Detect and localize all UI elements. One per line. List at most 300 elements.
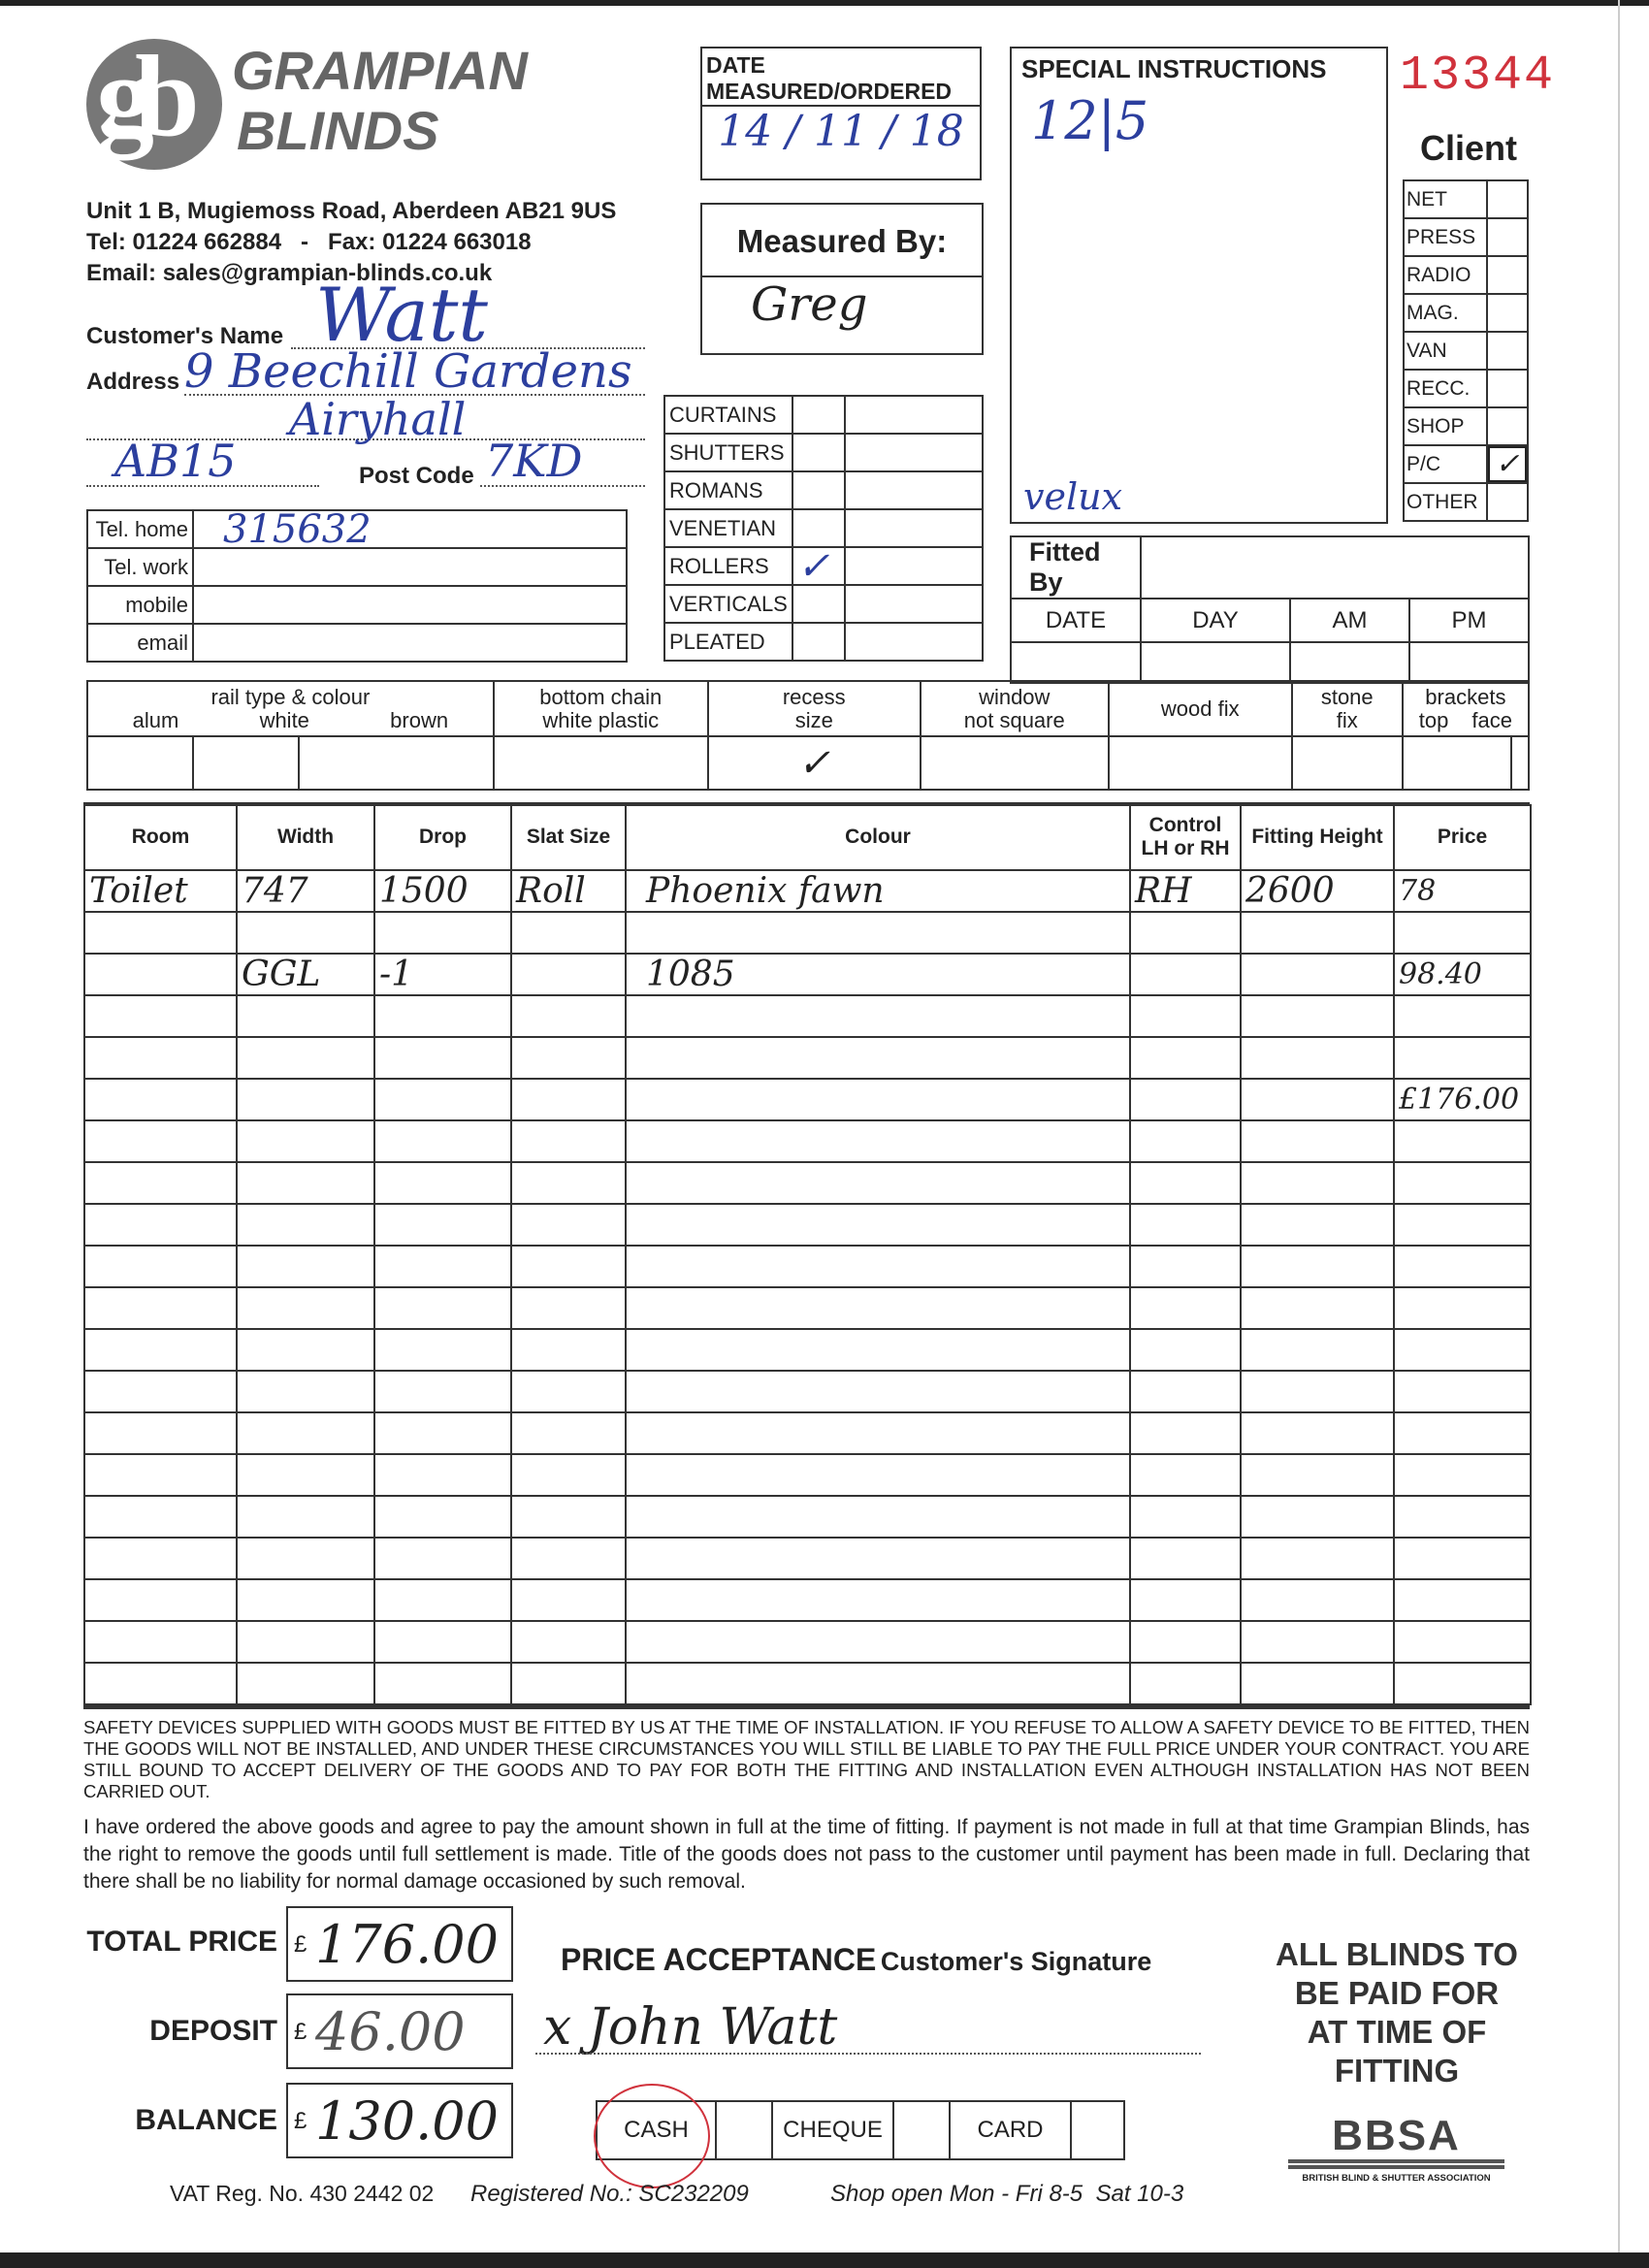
table-cell[interactable] xyxy=(374,1120,511,1162)
blind-type-check[interactable] xyxy=(792,509,845,547)
white-plastic-label: white plastic xyxy=(542,707,660,732)
table-cell[interactable] xyxy=(1130,995,1241,1037)
mobile-label: mobile xyxy=(87,586,193,624)
rail-type-label: rail type & colour xyxy=(210,684,371,709)
table-cell[interactable]: 1085 xyxy=(626,954,1130,995)
fitted-by-table xyxy=(1010,535,1530,684)
table-cell[interactable] xyxy=(626,1496,1130,1538)
table-cell[interactable] xyxy=(1130,954,1241,995)
table-row xyxy=(84,912,1531,954)
table-cell[interactable] xyxy=(626,1204,1130,1246)
fitted-day-header: DAY xyxy=(1141,599,1290,642)
bbsa-logo-text: BBSA xyxy=(1332,2112,1461,2159)
table-cell[interactable] xyxy=(1241,1120,1394,1162)
table-cell[interactable] xyxy=(1130,1162,1241,1204)
client-option-check[interactable]: ✓ xyxy=(1487,445,1528,483)
table-row xyxy=(84,1204,1531,1246)
address-label: Address xyxy=(86,369,180,395)
table-cell[interactable] xyxy=(1241,1287,1394,1329)
blind-type-check[interactable] xyxy=(792,585,845,623)
brown-label: brown xyxy=(390,707,449,732)
blind-type-check[interactable] xyxy=(792,471,845,509)
fitted-date-header: DATE xyxy=(1011,599,1141,642)
date-value: 14 / 11 / 18 xyxy=(718,107,964,156)
table-cell[interactable] xyxy=(237,912,374,954)
payment-card[interactable]: CARD xyxy=(950,2101,1071,2159)
table-row xyxy=(84,1663,1531,1704)
table-cell[interactable] xyxy=(511,1204,626,1246)
table-cell[interactable] xyxy=(374,1412,511,1454)
table-cell[interactable] xyxy=(1394,1120,1531,1162)
table-cell[interactable] xyxy=(237,1204,374,1246)
table-cell[interactable] xyxy=(84,995,237,1037)
table-cell[interactable] xyxy=(1394,1412,1531,1454)
deposit-box[interactable] xyxy=(286,1993,513,2069)
table-cell[interactable] xyxy=(1241,1496,1394,1538)
table-cell[interactable] xyxy=(626,995,1130,1037)
price-acceptance xyxy=(561,1942,1151,1978)
table-cell[interactable] xyxy=(237,1454,374,1496)
table-cell[interactable] xyxy=(84,1663,237,1704)
table-cell[interactable] xyxy=(626,1120,1130,1162)
table-cell[interactable]: RH xyxy=(1130,870,1241,912)
email-value[interactable] xyxy=(193,624,627,662)
vat-number: VAT Reg. No. 430 2442 02 xyxy=(170,2181,435,2206)
table-cell[interactable] xyxy=(84,1621,237,1663)
table-cell[interactable] xyxy=(626,1579,1130,1621)
table-row xyxy=(84,1079,1531,1120)
table-cell[interactable]: 1500 xyxy=(374,870,511,912)
table-cell[interactable]: 747 xyxy=(237,870,374,912)
table-cell[interactable] xyxy=(374,1454,511,1496)
table-cell[interactable] xyxy=(374,1246,511,1287)
table-cell[interactable] xyxy=(84,1454,237,1496)
blind-type-check[interactable] xyxy=(792,434,845,471)
table-cell[interactable] xyxy=(84,1371,237,1412)
table-cell[interactable] xyxy=(374,1663,511,1704)
blind-type-notes[interactable] xyxy=(845,509,983,547)
table-cell[interactable] xyxy=(237,1371,374,1412)
table-cell[interactable] xyxy=(374,995,511,1037)
table-cell[interactable] xyxy=(237,1120,374,1162)
table-cell[interactable] xyxy=(1130,1663,1241,1704)
table-cell[interactable] xyxy=(374,1162,511,1204)
client-option-row xyxy=(1404,218,1528,256)
table-row xyxy=(84,1037,1531,1079)
notice-line-3: AT TIME OF xyxy=(1307,2014,1487,2050)
client-option-check[interactable] xyxy=(1487,294,1528,332)
table-cell[interactable] xyxy=(626,1454,1130,1496)
table-cell[interactable] xyxy=(1130,1496,1241,1538)
payment-card-check[interactable] xyxy=(1071,2101,1124,2159)
table-cell[interactable]: Toilet xyxy=(84,870,237,912)
table-cell[interactable] xyxy=(1394,1371,1531,1412)
table-cell[interactable] xyxy=(237,995,374,1037)
total-price-value: 176.00 xyxy=(315,1914,499,1975)
alum-cell[interactable] xyxy=(87,736,193,790)
table-cell[interactable] xyxy=(84,1246,237,1287)
table-cell[interactable] xyxy=(1130,1120,1241,1162)
fitted-am-value[interactable] xyxy=(1290,642,1409,683)
bottom-chain-cell[interactable] xyxy=(494,736,708,790)
agreement-terms: I have ordered the above goods and agree to pay the amount shown in full at the time of fitting. If payment is not made in full at that time Grampian Blinds, has the right to remove the goods until full settlement is made. Title of the goods does not pass to the customer until payment has been made in full. Declaring that there shall be no liability for normal damage occasioned by such removal. xyxy=(83,1816,1530,1893)
tel-work-value[interactable] xyxy=(193,548,627,586)
white-cell[interactable] xyxy=(193,736,299,790)
table-cell[interactable] xyxy=(1130,1246,1241,1287)
table-row xyxy=(84,870,1531,912)
table-cell[interactable] xyxy=(1130,1037,1241,1079)
table-cell[interactable] xyxy=(1241,1663,1394,1704)
table-cell[interactable] xyxy=(1394,1246,1531,1287)
table-cell[interactable] xyxy=(1241,1162,1394,1204)
blind-type-check[interactable] xyxy=(792,623,845,661)
table-cell[interactable] xyxy=(511,1287,626,1329)
client-option-row xyxy=(1404,483,1528,521)
table-cell[interactable] xyxy=(1241,1079,1394,1120)
table-cell[interactable] xyxy=(84,1287,237,1329)
client-option-label: RECC. xyxy=(1404,370,1487,407)
table-cell[interactable] xyxy=(1130,1371,1241,1412)
wood-fix-label: wood fix xyxy=(1109,681,1292,736)
balance-box[interactable] xyxy=(286,2083,513,2158)
table-cell[interactable] xyxy=(1241,912,1394,954)
table-cell[interactable] xyxy=(237,1246,374,1287)
cash-circle-mark xyxy=(594,2084,710,2188)
column-header: Slat Size xyxy=(511,804,626,870)
blind-type-check[interactable] xyxy=(792,396,845,434)
table-cell[interactable] xyxy=(84,1120,237,1162)
customer-name-label: Customer's Name xyxy=(86,323,284,349)
table-cell[interactable] xyxy=(84,954,237,995)
table-cell[interactable] xyxy=(511,1246,626,1287)
table-cell[interactable] xyxy=(1130,1204,1241,1246)
table-cell[interactable] xyxy=(1241,1204,1394,1246)
table-cell[interactable] xyxy=(511,1663,626,1704)
table-cell[interactable] xyxy=(237,1663,374,1704)
table-row xyxy=(84,1538,1531,1579)
brackets-face-cell[interactable] xyxy=(1511,736,1529,790)
stone-fix-cell[interactable] xyxy=(1292,736,1403,790)
table-cell[interactable] xyxy=(626,912,1130,954)
table-cell[interactable] xyxy=(511,1412,626,1454)
notice-line-4: FITTING xyxy=(1334,2053,1460,2089)
table-cell[interactable]: -1 xyxy=(374,954,511,995)
table-cell[interactable]: 98.40 xyxy=(1394,954,1531,995)
table-cell[interactable] xyxy=(1130,1621,1241,1663)
table-cell[interactable] xyxy=(511,1579,626,1621)
brown-cell[interactable] xyxy=(299,736,494,790)
blind-type-notes[interactable] xyxy=(845,396,983,434)
blind-type-label: ROMANS xyxy=(664,471,792,509)
client-option-label: VAN xyxy=(1404,332,1487,370)
table-cell[interactable] xyxy=(374,1037,511,1079)
client-option-row xyxy=(1404,180,1528,218)
table-cell[interactable] xyxy=(1241,1412,1394,1454)
table-cell[interactable] xyxy=(1241,1454,1394,1496)
table-cell[interactable] xyxy=(374,1329,511,1371)
table-row xyxy=(84,1162,1531,1204)
table-cell[interactable] xyxy=(1241,1579,1394,1621)
tel-home-value: 315632 xyxy=(193,510,627,548)
scan-edge-right xyxy=(1618,0,1620,2268)
blind-type-notes[interactable] xyxy=(845,547,983,585)
client-option-check[interactable] xyxy=(1487,407,1528,445)
table-cell[interactable] xyxy=(1394,1037,1531,1079)
blind-type-row xyxy=(664,585,983,623)
table-cell[interactable] xyxy=(237,1287,374,1329)
table-cell[interactable] xyxy=(1394,1329,1531,1371)
blind-type-notes[interactable] xyxy=(845,434,983,471)
table-cell[interactable] xyxy=(1394,995,1531,1037)
client-option-check[interactable] xyxy=(1487,483,1528,521)
table-cell[interactable] xyxy=(626,1371,1130,1412)
table-cell[interactable] xyxy=(1241,1621,1394,1663)
table-bottom-rule xyxy=(83,1705,1530,1709)
table-cell[interactable] xyxy=(511,1120,626,1162)
table-cell[interactable] xyxy=(1241,1329,1394,1371)
brackets-top-cell[interactable] xyxy=(1403,736,1511,790)
measured-by-box xyxy=(700,203,984,355)
blind-type-notes[interactable] xyxy=(845,585,983,623)
stone-label: stone xyxy=(1320,684,1374,709)
table-cell[interactable] xyxy=(511,1496,626,1538)
fitted-date-value[interactable] xyxy=(1011,642,1141,683)
table-cell[interactable] xyxy=(1130,912,1241,954)
table-cell[interactable] xyxy=(511,912,626,954)
recess-size-cell[interactable]: ✓ xyxy=(708,736,921,790)
table-cell[interactable] xyxy=(626,1538,1130,1579)
table-cell[interactable] xyxy=(84,1079,237,1120)
phone-table xyxy=(86,506,628,663)
fitted-day-value[interactable] xyxy=(1141,642,1290,683)
client-option-row xyxy=(1404,294,1528,332)
table-cell[interactable] xyxy=(1130,1454,1241,1496)
face-label: face xyxy=(1471,707,1512,732)
table-cell[interactable] xyxy=(626,1412,1130,1454)
table-cell[interactable] xyxy=(374,1538,511,1579)
table-cell[interactable] xyxy=(1394,1454,1531,1496)
total-price-box[interactable] xyxy=(286,1906,513,1982)
table-cell[interactable] xyxy=(511,1621,626,1663)
client-option-row xyxy=(1404,332,1528,370)
table-cell[interactable] xyxy=(511,1454,626,1496)
postcode-label: Post Code xyxy=(359,463,474,489)
client-option-label: SHOP xyxy=(1404,407,1487,445)
client-option-check[interactable] xyxy=(1487,256,1528,294)
table-cell[interactable] xyxy=(1394,1579,1531,1621)
table-cell[interactable] xyxy=(1130,1412,1241,1454)
blind-type-check[interactable]: ✓ xyxy=(792,547,845,585)
table-cell[interactable] xyxy=(1130,1538,1241,1579)
fitted-pm-header: PM xyxy=(1409,599,1529,642)
table-cell[interactable] xyxy=(374,1496,511,1538)
shop-hours: Shop open Mon - Fri 8-5 Sat 10-3 xyxy=(830,2181,1184,2207)
address-line2-value: Airyhall xyxy=(289,393,467,445)
table-cell[interactable] xyxy=(1394,1663,1531,1704)
table-cell[interactable] xyxy=(511,1079,626,1120)
table-cell[interactable] xyxy=(237,1037,374,1079)
table-row xyxy=(84,1329,1531,1371)
fitted-by-value[interactable] xyxy=(1141,536,1529,599)
table-cell[interactable] xyxy=(84,1037,237,1079)
table-cell[interactable] xyxy=(626,1329,1130,1371)
logo-name-line2: BLINDS xyxy=(237,100,439,161)
table-cell[interactable]: £176.00 xyxy=(1394,1079,1531,1120)
table-cell[interactable] xyxy=(626,1246,1130,1287)
table-cell[interactable] xyxy=(1394,1496,1531,1538)
table-cell[interactable] xyxy=(1241,1246,1394,1287)
table-row xyxy=(84,1287,1531,1329)
table-cell[interactable] xyxy=(237,1538,374,1579)
client-option-row xyxy=(1404,256,1528,294)
table-cell[interactable]: 78 xyxy=(1394,870,1531,912)
bottom-chain-label: bottom chain xyxy=(539,684,663,709)
table-row xyxy=(84,1371,1531,1412)
tel-home-label: Tel. home xyxy=(87,510,193,548)
client-option-check[interactable] xyxy=(1487,218,1528,256)
alum-label: alum xyxy=(132,707,179,732)
table-cell[interactable] xyxy=(374,1287,511,1329)
table-cell[interactable] xyxy=(237,1412,374,1454)
table-row xyxy=(84,1412,1531,1454)
table-cell[interactable] xyxy=(374,1204,511,1246)
table-cell[interactable]: 2600 xyxy=(1241,870,1394,912)
mobile-value[interactable] xyxy=(193,586,627,624)
table-cell[interactable]: Phoenix fawn xyxy=(626,870,1130,912)
table-cell[interactable] xyxy=(237,1162,374,1204)
table-cell[interactable] xyxy=(511,1329,626,1371)
bbsa-logo xyxy=(1282,2112,1510,2184)
table-cell[interactable] xyxy=(626,1037,1130,1079)
table-cell[interactable] xyxy=(511,1162,626,1204)
column-header: Control LH or RH xyxy=(1130,804,1241,870)
table-cell[interactable]: GGL xyxy=(237,954,374,995)
table-cell[interactable] xyxy=(1394,1287,1531,1329)
table-cell[interactable] xyxy=(237,1329,374,1371)
fitted-pm-value[interactable] xyxy=(1409,642,1529,683)
table-cell[interactable] xyxy=(626,1162,1130,1204)
notice-line-1: ALL BLINDS TO xyxy=(1276,1936,1518,1972)
table-row xyxy=(84,1454,1531,1496)
date-label-line1: DATE xyxy=(706,52,765,78)
blind-type-label: ROLLERS xyxy=(664,547,792,585)
table-cell[interactable] xyxy=(1130,1287,1241,1329)
table-cell[interactable] xyxy=(237,1579,374,1621)
table-cell[interactable] xyxy=(237,1079,374,1120)
table-cell[interactable] xyxy=(84,1204,237,1246)
measured-by-label: Measured By: xyxy=(702,205,982,277)
table-cell[interactable] xyxy=(84,1162,237,1204)
client-option-check[interactable] xyxy=(1487,370,1528,407)
tel-work-label: Tel. work xyxy=(87,548,193,586)
date-measured-box xyxy=(700,47,982,180)
top-label: top xyxy=(1418,707,1449,732)
customer-signature: x John Watt xyxy=(543,1998,838,2057)
table-cell[interactable] xyxy=(1394,1538,1531,1579)
table-row xyxy=(84,1496,1531,1538)
payment-cheque[interactable]: CHEQUE xyxy=(772,2101,893,2159)
client-option-label: MAG. xyxy=(1404,294,1487,332)
table-cell[interactable] xyxy=(1130,1579,1241,1621)
blind-type-notes[interactable] xyxy=(845,471,983,509)
table-cell[interactable] xyxy=(374,912,511,954)
table-cell[interactable] xyxy=(1241,995,1394,1037)
deposit-currency: £ xyxy=(294,2019,307,2045)
fitted-by-label: Fitted By xyxy=(1011,536,1141,599)
blind-type-table xyxy=(663,395,984,662)
table-cell[interactable] xyxy=(1241,1371,1394,1412)
table-cell[interactable] xyxy=(1241,954,1394,995)
client-option-check[interactable] xyxy=(1487,332,1528,370)
client-option-label: RADIO xyxy=(1404,256,1487,294)
table-cell[interactable] xyxy=(374,1621,511,1663)
table-cell[interactable] xyxy=(237,1621,374,1663)
table-cell[interactable] xyxy=(511,995,626,1037)
table-cell[interactable] xyxy=(511,1538,626,1579)
table-cell[interactable] xyxy=(84,912,237,954)
payment-cheque-check[interactable] xyxy=(893,2101,950,2159)
table-cell[interactable] xyxy=(84,1579,237,1621)
table-cell[interactable] xyxy=(84,1496,237,1538)
payment-cash-check[interactable] xyxy=(716,2101,772,2159)
blind-type-notes[interactable] xyxy=(845,623,983,661)
table-cell[interactable] xyxy=(374,1579,511,1621)
column-header: Width xyxy=(237,804,374,870)
table-cell[interactable] xyxy=(237,1496,374,1538)
table-cell[interactable] xyxy=(1394,1204,1531,1246)
total-currency: £ xyxy=(294,1931,307,1958)
blind-type-row xyxy=(664,396,983,434)
table-cell[interactable] xyxy=(1394,912,1531,954)
table-cell[interactable] xyxy=(626,1621,1130,1663)
table-cell[interactable] xyxy=(1130,1329,1241,1371)
table-cell[interactable] xyxy=(374,1371,511,1412)
table-cell[interactable] xyxy=(1394,1621,1531,1663)
client-option-label: P/C xyxy=(1404,445,1487,483)
table-cell[interactable] xyxy=(84,1329,237,1371)
client-option-row xyxy=(1404,445,1528,483)
special-instructions-label: SPECIAL INSTRUCTIONS xyxy=(1021,54,1327,83)
table-cell[interactable] xyxy=(374,1079,511,1120)
wood-fix-cell[interactable] xyxy=(1109,736,1292,790)
table-cell[interactable] xyxy=(1394,1162,1531,1204)
balance-label: BALANCE xyxy=(135,2104,277,2136)
table-cell[interactable] xyxy=(511,1037,626,1079)
logo-initials: gb xyxy=(96,31,180,160)
table-cell[interactable] xyxy=(511,1371,626,1412)
not-square-label: not square xyxy=(963,707,1065,732)
table-cell[interactable] xyxy=(1130,1079,1241,1120)
client-option-label: OTHER xyxy=(1404,483,1487,521)
scan-edge-top xyxy=(0,0,1649,6)
table-cell[interactable] xyxy=(626,1287,1130,1329)
payment-cash[interactable]: CASH xyxy=(597,2101,716,2159)
client-option-label: PRESS xyxy=(1404,218,1487,256)
table-cell[interactable] xyxy=(84,1412,237,1454)
table-cell[interactable] xyxy=(626,1079,1130,1120)
table-cell[interactable] xyxy=(626,1663,1130,1704)
customer-signature-label: Customer's Signature xyxy=(880,1947,1152,1976)
fitting-options-table xyxy=(86,680,1530,791)
table-cell[interactable] xyxy=(84,1538,237,1579)
table-cell[interactable] xyxy=(511,954,626,995)
bbsa-stripes xyxy=(1288,2159,1504,2171)
table-cell[interactable]: Roll xyxy=(511,870,626,912)
window-cell[interactable] xyxy=(921,736,1109,790)
table-cell[interactable] xyxy=(1241,1538,1394,1579)
client-option-check[interactable] xyxy=(1487,180,1528,218)
table-cell[interactable] xyxy=(1241,1037,1394,1079)
